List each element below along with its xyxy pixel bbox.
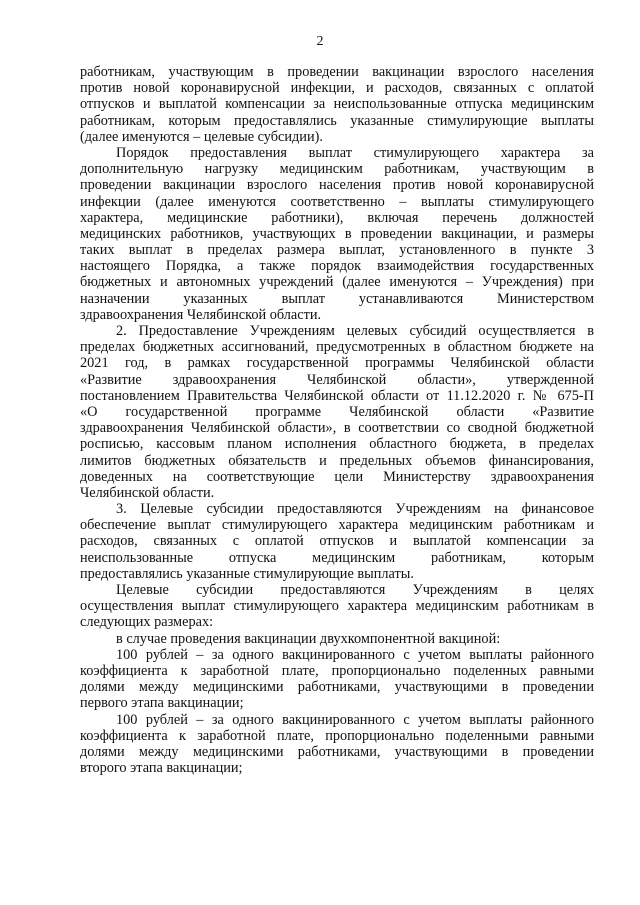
paragraph-line: 3. Целевые субсидии предоставляются Учреждениям на финансовое bbox=[116, 501, 594, 518]
paragraph-line: характера, медицинские работники), включая перечень должностей bbox=[80, 209, 594, 226]
paragraph-line: здравоохранения Челябинской области. bbox=[80, 306, 322, 323]
paragraph bbox=[80, 582, 594, 631]
paragraph-line: предоставлялись указанные стимулирующие выплаты. bbox=[80, 565, 414, 582]
paragraph bbox=[80, 712, 594, 777]
paragraph bbox=[80, 647, 594, 712]
paragraph-line: расходов, связанных с оплатой отпусков и выплатой компенсации за bbox=[80, 533, 594, 550]
paragraph-line: доведенных на соответствующие цели Министерству здравоохранения bbox=[80, 468, 594, 485]
paragraph-line: дополнительную нагрузку медицинским работникам, участвующим в bbox=[80, 161, 594, 178]
paragraph-line: работникам, участвующим в проведении вакцинации взрослого населения bbox=[80, 64, 594, 80]
paragraph-line: отпусков и выплатой компенсации за неиспользованные отпуска медицинским bbox=[80, 96, 594, 113]
document-body bbox=[80, 64, 594, 776]
paragraph-line: 2. Предоставление Учреждениям целевых субсидий осуществляется в bbox=[116, 323, 594, 339]
paragraph-line: медицинских работников, участвующих в проведении вакцинации, и размеры bbox=[80, 225, 594, 242]
paragraph-line: второго этапа вакцинации; bbox=[80, 760, 243, 777]
paragraph-line: долями между медицинскими работниками, участвующими в проведении bbox=[80, 743, 594, 760]
paragraph-line: Целевые субсидии предоставляются Учреждениям в целях bbox=[116, 582, 594, 598]
paragraph-line: постановлением Правительства Челябинской области от 11.12.2020 г. № 675-П bbox=[80, 387, 594, 404]
paragraph-line: долями между медицинскими работниками, участвующими в проведении bbox=[80, 679, 594, 696]
paragraph-line: в случае проведения вакцинации двухкомпонентной вакциной: bbox=[116, 630, 501, 647]
paragraph-line: коэффициента к заработной плате, пропорционально поделенными равными bbox=[80, 727, 594, 744]
paragraph-line: первого этапа вакцинации; bbox=[80, 695, 244, 712]
paragraph-line: Челябинской области. bbox=[80, 484, 215, 501]
paragraph-line: 100 рублей – за одного вакцинированного с учетом выплаты районного bbox=[116, 646, 594, 663]
paragraph-line: 2021 год, в рамках государственной программы Челябинской области bbox=[80, 355, 594, 372]
paragraph-line: назначении указанных выплат устанавливаются Министерством bbox=[80, 290, 594, 307]
paragraph-line: «О государственной программе Челябинской области «Развитие bbox=[80, 403, 594, 420]
paragraph-line: 100 рублей – за одного вакцинированного с учетом выплаты районного bbox=[116, 711, 594, 728]
paragraph-line: проведении вакцинации взрослого населения против новой коронавирусной bbox=[80, 177, 594, 194]
paragraph-line: коэффициента к заработной плате, пропорционально поделенных равными bbox=[80, 662, 594, 679]
paragraph bbox=[80, 145, 594, 323]
paragraph-line: осуществления выплат стимулирующего характера медицинским работникам в bbox=[80, 598, 594, 615]
paragraph-line: лимитов бюджетных обязательств и предельных объемов финансирования, bbox=[80, 452, 594, 469]
paragraph bbox=[80, 323, 594, 501]
paragraph-line: (далее именуются – целевые субсидии). bbox=[80, 128, 323, 145]
paragraph-line: против новой коронавирусной инфекции, и расходов, связанных с оплатой bbox=[80, 80, 594, 97]
paragraph bbox=[80, 64, 594, 145]
paragraph-line: следующих размерах: bbox=[80, 614, 214, 631]
paragraph-line: «Развитие здравоохранения Челябинской области», утвержденной bbox=[80, 371, 594, 388]
paragraph-line: работникам, которым предоставлялись указанные стимулирующие выплаты bbox=[80, 112, 594, 129]
paragraph-line: Порядок предоставления выплат стимулирующего характера за bbox=[116, 144, 594, 161]
paragraph-line: настоящего Порядка, а также порядок взаимодействия государственных bbox=[80, 258, 594, 275]
paragraph-line: бюджетных и автономных учреждений (далее именуются – Учреждения) при bbox=[80, 274, 594, 291]
paragraph bbox=[80, 631, 594, 647]
paragraph-line: неиспользованные отпуска медицинским работникам, которым bbox=[80, 549, 594, 566]
paragraph-line: росписью, кассовым планом исполнения областного бюджета, в пределах bbox=[80, 436, 594, 453]
paragraph-line: инфекции (далее именуются соответственно – выплаты стимулирующего bbox=[80, 193, 594, 210]
paragraph bbox=[80, 501, 594, 582]
paragraph-line: здравоохранения Челябинской области», в соответствии со сводной бюджетной bbox=[80, 420, 594, 437]
page-number: 2 bbox=[316, 34, 324, 49]
paragraph-line: обеспечение выплат стимулирующего характера медицинским работникам и bbox=[80, 517, 594, 534]
paragraph-line: таких выплат в пределах размера выплат, установленного в пункте 3 bbox=[80, 242, 594, 259]
paragraph-line: пределах бюджетных ассигнований, предусмотренных в областном бюджете на bbox=[80, 339, 594, 356]
